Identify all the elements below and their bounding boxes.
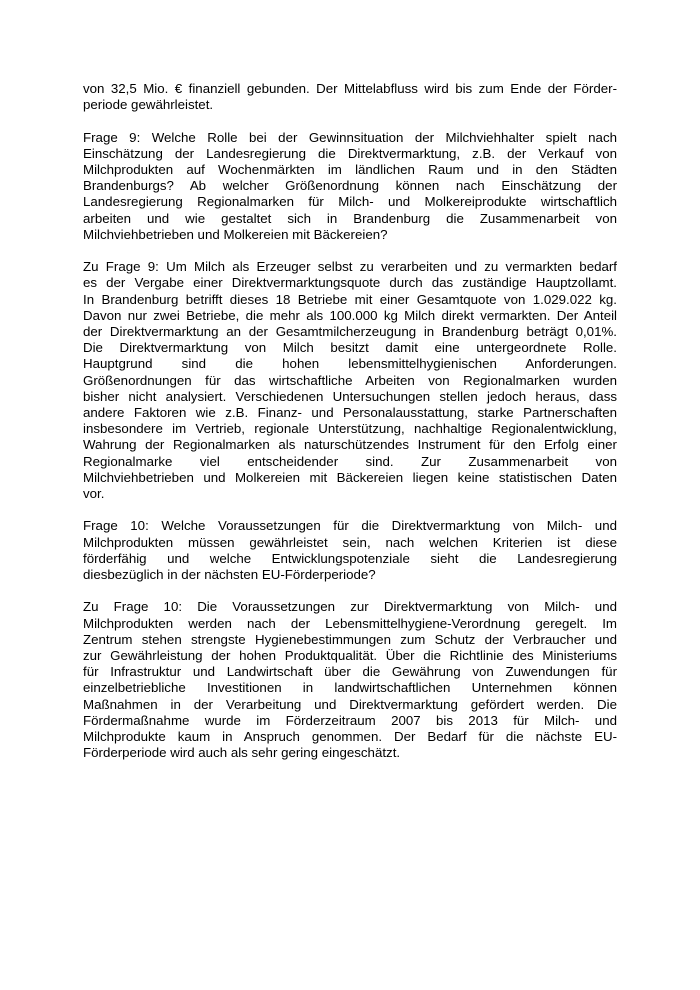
- text-line: Förderperiode wird auch als sehr gering eingeschätzt.: [83, 745, 401, 761]
- text-line: periode gewährleistet.: [83, 97, 214, 113]
- text-line: Fördermaßnahme wurde im Förderzeitraum 2007 bis 2013 für Milch- und: [83, 712, 617, 728]
- text-line: Frage 10: Welche Voraussetzungen für die Direktvermarktung von Milch- und: [83, 518, 617, 534]
- text-line: Regionalmarke viel entscheidender sind. Zur Zusammenarbeit von: [83, 453, 617, 469]
- text-line: diesbezüglich in der nächsten EU-Förderperiode?: [83, 567, 376, 583]
- text-line: Milchprodukten auf Wochenmärkten im ländlichen Raum und in den Städten: [83, 162, 617, 177]
- text-line: Milchprodukten müssen gewährleistet sein, nach welchen Kriterien ist diese: [83, 534, 617, 550]
- text-line: Milchviehbetrieben und Molkereien mit Bäckereien liegen keine statistischen Daten: [83, 469, 617, 485]
- text-line: Milchviehbetrieben und Molkereien mit Bäckereien?: [83, 226, 388, 242]
- answer-9: [83, 259, 617, 502]
- text-line: Einschätzung der Landesregierung die Direktvermarktung, z.B. der Verkauf von: [83, 145, 617, 161]
- text-line: Zu Frage 9: Um Milch als Erzeuger selbst zu verarbeiten und zu vermarkten bedarf: [83, 259, 617, 275]
- text-line: einzelbetriebliche Investitionen in landwirtschaftlichen Unternehmen können: [83, 680, 617, 696]
- document-page: [83, 81, 617, 778]
- text-line: für Infrastruktur und Landwirtschaft über die Gewährung von Zuwendungen für: [83, 664, 617, 680]
- paragraph-continuation: [83, 81, 617, 113]
- text-line: Zentrum stehen strengste Hygienebestimmungen zum Schutz der Verbraucher und: [83, 631, 617, 647]
- text-line: andere Faktoren wie z.B. Finanz- und Personalausstattung, starke Partnerschaften: [83, 405, 617, 421]
- text-line: arbeiten und wie gestaltet sich in Brandenburg die Zusammenarbeit von: [83, 210, 617, 226]
- text-line: der Direktvermarktung an der Gesamtmilcherzeugung in Brandenburg beträgt 0,01%.: [83, 324, 617, 340]
- text-line: Maßnahmen in der Verarbeitung und Direktvermarktung gefördert werden. Die: [83, 696, 617, 712]
- text-line: Hauptgrund sind die hohen lebensmittelhygienischen Anforderungen.: [83, 356, 617, 372]
- text-line: Davon nur zwei Betriebe, die mehr als 100.000 kg Milch direkt vermarkten. Der Anteil: [83, 307, 617, 323]
- text-line: zur Gewährleistung der hohen Produktqualität. Über die Richtlinie des Ministeriums: [83, 648, 617, 664]
- text-line: vor.: [83, 486, 105, 502]
- question-9: [83, 130, 617, 243]
- text-line: förderfähig und welche Entwicklungspotenziale sieht die Landesregierung: [83, 550, 617, 566]
- text-line: Frage 9: Welche Rolle bei der Gewinnsituation der Milchviehhalter spielt nach: [83, 129, 617, 145]
- text-line: Die Direktvermarktung von Milch besitzt damit eine untergeordnete Rolle.: [83, 340, 617, 356]
- text-line: Landesregierung Regionalmarken für Milch- und Molkereiprodukte wirtschaftlich: [83, 194, 617, 210]
- text-line: insbesondere im Vertrieb, regionale Unterstützung, nachhaltige Regionalentwicklung,: [83, 421, 617, 437]
- text-line: Zu Frage 10: Die Voraussetzungen zur Direktvermarktung von Milch- und: [83, 599, 617, 615]
- text-line: von 32,5 Mio. € finanziell gebunden. Der Mittelabfluss wird bis zum Ende der Förder-: [83, 81, 617, 96]
- text-line: Größenordnungen für das wirtschaftliche Arbeiten von Regionalmarken wurden: [83, 372, 617, 388]
- answer-10: [83, 599, 617, 761]
- text-line: Brandenburgs? Ab welcher Größenordnung können nach Einschätzung der: [83, 178, 617, 194]
- text-line: In Brandenburg betrifft dieses 18 Betriebe mit einer Gesamtquote von 1.029.022 kg.: [83, 291, 617, 307]
- text-line: bisher nicht analysiert. Verschiedenen Untersuchungen stellen jedoch heraus, dass: [83, 388, 617, 404]
- text-line: Milchprodukte kaum in Anspruch genommen. Der Bedarf für die nächste EU-: [83, 729, 617, 745]
- question-10: [83, 518, 617, 583]
- text-line: Wahrung der Regionalmarken als naturschützendes Instrument für den Erfolg einer: [83, 437, 617, 453]
- text-line: Milchprodukten werden nach der Lebensmittelhygiene-Verordnung geregelt. Im: [83, 615, 617, 631]
- text-line: es der Vergabe einer Direktvermarktungsquote durch das zuständige Hauptzollamt.: [83, 275, 617, 291]
